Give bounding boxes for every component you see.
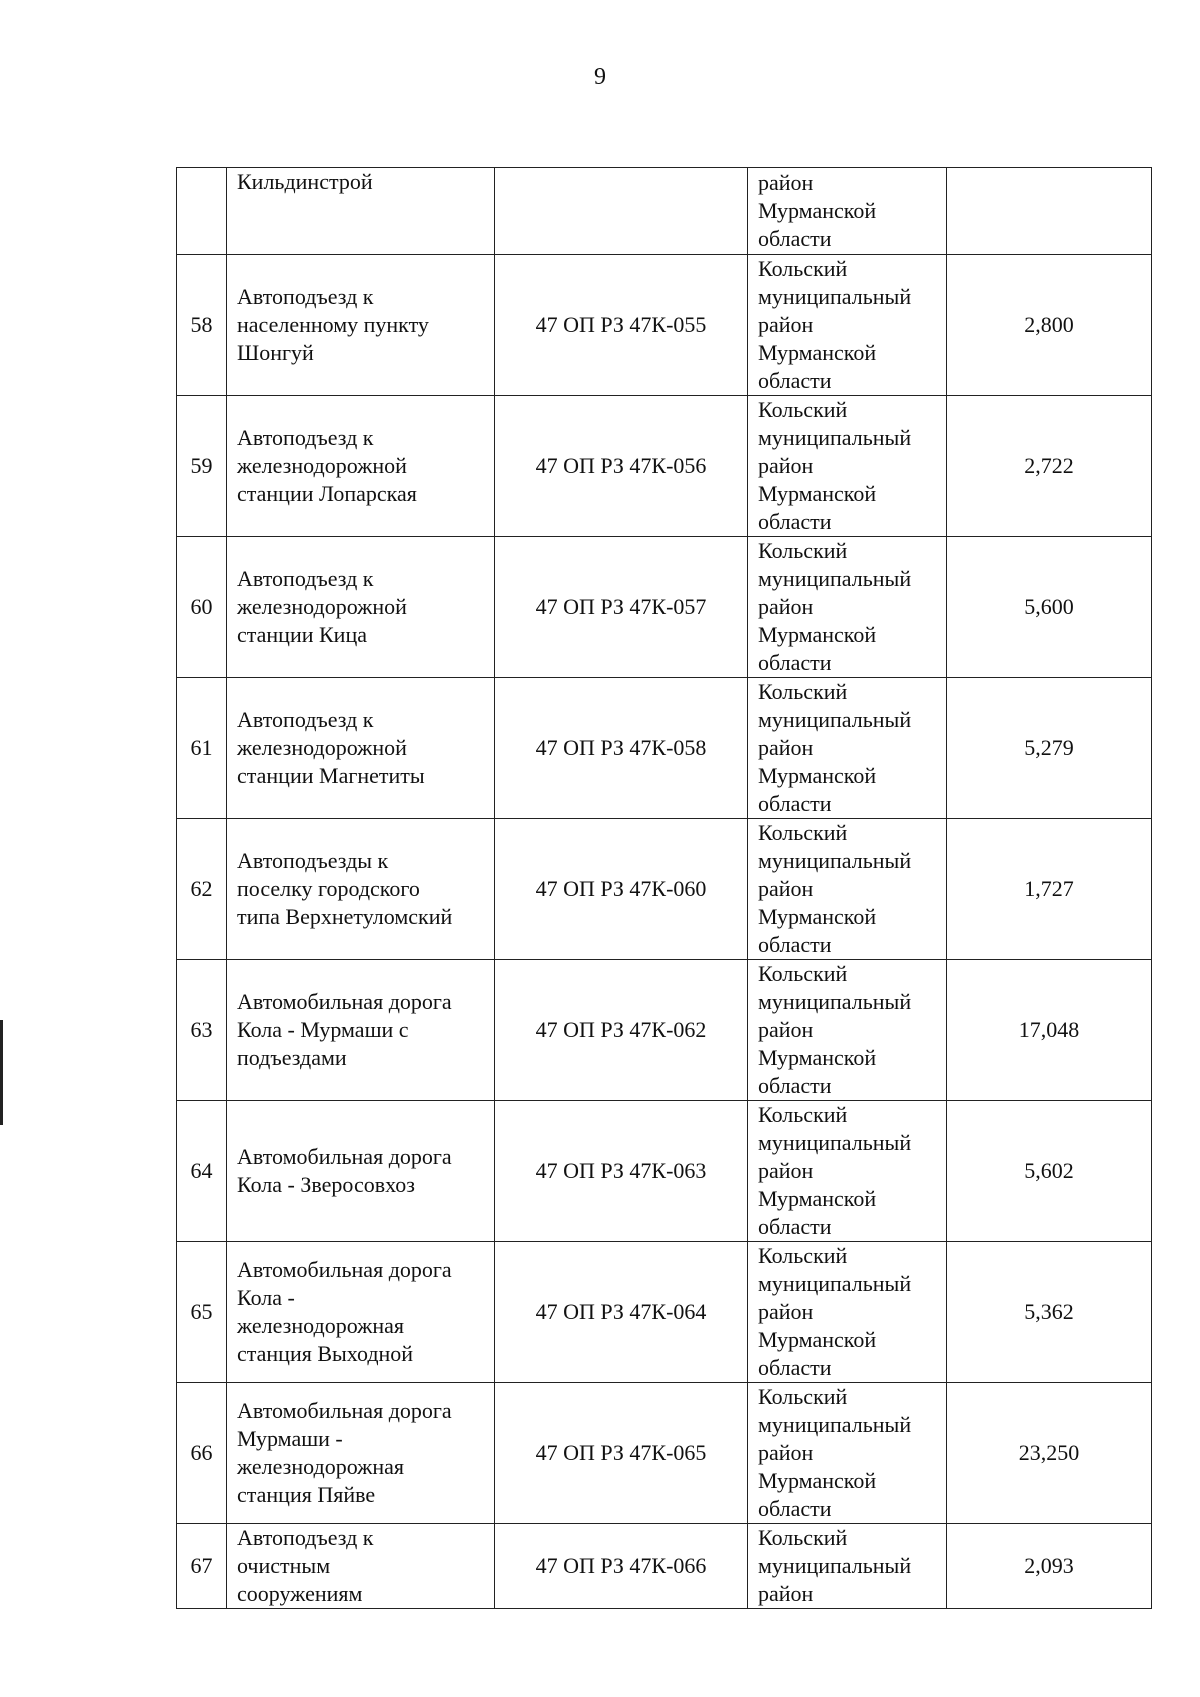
road-name-text: Автоподъезды к поселку городского типа Верхнетуломский — [237, 848, 453, 929]
road-length — [947, 1242, 1152, 1383]
scan-edge-mark — [0, 1020, 3, 1125]
road-length — [947, 537, 1152, 678]
road-name — [227, 1242, 495, 1383]
table-row — [177, 1101, 1152, 1242]
road-name-text: Автоподъезд к железнодорожной станции Лопарская — [237, 425, 417, 506]
road-code — [495, 537, 748, 678]
row-number-text: 61 — [190, 735, 213, 760]
table-row — [177, 1383, 1152, 1524]
row-number — [177, 1383, 227, 1524]
road-length — [947, 168, 1152, 255]
road-length — [947, 1101, 1152, 1242]
road-name — [227, 1383, 495, 1524]
road-length — [947, 1383, 1152, 1524]
district-text: Кольский муниципальный район Мурманской области — [758, 820, 912, 957]
roads-table-body — [177, 168, 1152, 1609]
district — [748, 396, 947, 537]
row-number — [177, 819, 227, 960]
district-text: Кольский муниципальный район — [758, 1525, 912, 1606]
row-number — [177, 678, 227, 819]
district: район Мурманской области — [748, 168, 947, 255]
road-length-text: 1,727 — [1024, 876, 1074, 901]
road-code-text: 47 ОП РЗ 47К-062 — [535, 1017, 707, 1042]
road-length — [947, 960, 1152, 1101]
page-number: 9 — [594, 64, 606, 90]
road-code-text: 47 ОП РЗ 47К-056 — [535, 453, 707, 478]
road-code-text: 47 ОП РЗ 47К-055 — [535, 312, 707, 337]
roads-table — [176, 167, 1152, 1609]
row-number — [177, 960, 227, 1101]
row-number-text: 59 — [190, 453, 213, 478]
district — [748, 537, 947, 678]
road-name — [227, 960, 495, 1101]
road-name — [227, 819, 495, 960]
row-number-text: 65 — [190, 1299, 213, 1324]
road-name-text: Автомобильная дорога Мурмаши - железнодорожная станция Пяйве — [237, 1398, 452, 1507]
road-name-text: Автоподъезд к железнодорожной станции Кица — [237, 566, 407, 647]
road-length-text: 5,600 — [1024, 594, 1074, 619]
table-row-continued — [177, 168, 1152, 255]
district — [748, 819, 947, 960]
district — [748, 1242, 947, 1383]
road-name — [227, 678, 495, 819]
road-name-text: Автомобильная дорога Кола - железнодорожная станция Выходной — [237, 1257, 452, 1366]
road-length-text: 2,722 — [1024, 453, 1074, 478]
road-length-text: 2,093 — [1024, 1553, 1074, 1578]
road-name — [227, 1101, 495, 1242]
district — [748, 1524, 947, 1609]
road-length — [947, 819, 1152, 960]
road-code — [495, 1242, 748, 1383]
road-length — [947, 1524, 1152, 1609]
district — [748, 255, 947, 396]
road-name-text: Автомобильная дорога Кола - Зверосовхоз — [237, 1144, 452, 1197]
road-name — [227, 255, 495, 396]
table-row — [177, 1242, 1152, 1383]
district — [748, 678, 947, 819]
row-number-text: 60 — [190, 594, 213, 619]
row-number-text: 64 — [190, 1158, 213, 1183]
road-length-text: 2,800 — [1024, 312, 1074, 337]
road-code-text: 47 ОП РЗ 47К-063 — [535, 1158, 707, 1183]
road-code-text: 47 ОП РЗ 47К-058 — [535, 735, 707, 760]
road-code-text: 47 ОП РЗ 47К-065 — [535, 1440, 707, 1465]
table-row — [177, 819, 1152, 960]
table-row — [177, 255, 1152, 396]
row-number — [177, 255, 227, 396]
road-length — [947, 678, 1152, 819]
road-code — [495, 255, 748, 396]
row-number — [177, 537, 227, 678]
road-code — [495, 1101, 748, 1242]
road-name — [227, 537, 495, 678]
row-number — [177, 396, 227, 537]
road-code-text: 47 ОП РЗ 47К-057 — [535, 594, 707, 619]
district-text: Кольский муниципальный район Мурманской области — [758, 538, 912, 675]
row-number — [177, 168, 227, 255]
road-name — [227, 396, 495, 537]
row-number — [177, 1524, 227, 1609]
road-name-text: Автомобильная дорога Кола - Мурмаши с подъездами — [237, 989, 452, 1070]
district-text: Кольский муниципальный район Мурманской области — [758, 397, 912, 534]
row-number-text: 66 — [190, 1440, 213, 1465]
road-name-text: Автоподъезд к населенному пункту Шонгуй — [237, 284, 429, 365]
road-length-text: 17,048 — [1018, 1017, 1080, 1042]
road-code — [495, 396, 748, 537]
row-number-text: 62 — [190, 876, 213, 901]
district-text: Кольский муниципальный район Мурманской области — [758, 1384, 912, 1521]
row-number — [177, 1242, 227, 1383]
road-name-text: Автоподъезд к железнодорожной станции Магнетиты — [237, 707, 425, 788]
row-number — [177, 1101, 227, 1242]
row-number-text: 63 — [190, 1017, 213, 1042]
road-code-text: 47 ОП РЗ 47К-060 — [535, 876, 707, 901]
table-row — [177, 537, 1152, 678]
road-code-text: 47 ОП РЗ 47К-064 — [535, 1299, 707, 1324]
district — [748, 960, 947, 1101]
road-name — [227, 1524, 495, 1609]
road-code — [495, 1524, 748, 1609]
road-code — [495, 960, 748, 1101]
row-number-text: 67 — [190, 1553, 213, 1578]
table-row — [177, 396, 1152, 537]
road-code — [495, 168, 748, 255]
road-length — [947, 396, 1152, 537]
road-code — [495, 819, 748, 960]
district-text: Кольский муниципальный район Мурманской области — [758, 1243, 912, 1380]
row-number-text: 58 — [190, 312, 213, 337]
district-text: Кольский муниципальный район Мурманской области — [758, 256, 912, 393]
road-length-text: 23,250 — [1018, 1440, 1080, 1465]
road-length — [947, 255, 1152, 396]
road-code — [495, 678, 748, 819]
road-name: Кильдинстрой — [227, 168, 495, 255]
table-row — [177, 678, 1152, 819]
road-code — [495, 1383, 748, 1524]
district-text: Кольский муниципальный район Мурманской области — [758, 961, 912, 1098]
district — [748, 1101, 947, 1242]
road-length-text: 5,602 — [1024, 1158, 1074, 1183]
table-row — [177, 960, 1152, 1101]
table-row — [177, 1524, 1152, 1609]
road-length-text: 5,362 — [1024, 1299, 1074, 1324]
district-text: Кольский муниципальный район Мурманской области — [758, 1102, 912, 1239]
district — [748, 1383, 947, 1524]
road-length-text: 5,279 — [1024, 735, 1074, 760]
road-code-text: 47 ОП РЗ 47К-066 — [535, 1553, 707, 1578]
road-name-text: Автоподъезд к очистным сооружениям — [237, 1525, 374, 1606]
district-text: Кольский муниципальный район Мурманской области — [758, 679, 912, 816]
